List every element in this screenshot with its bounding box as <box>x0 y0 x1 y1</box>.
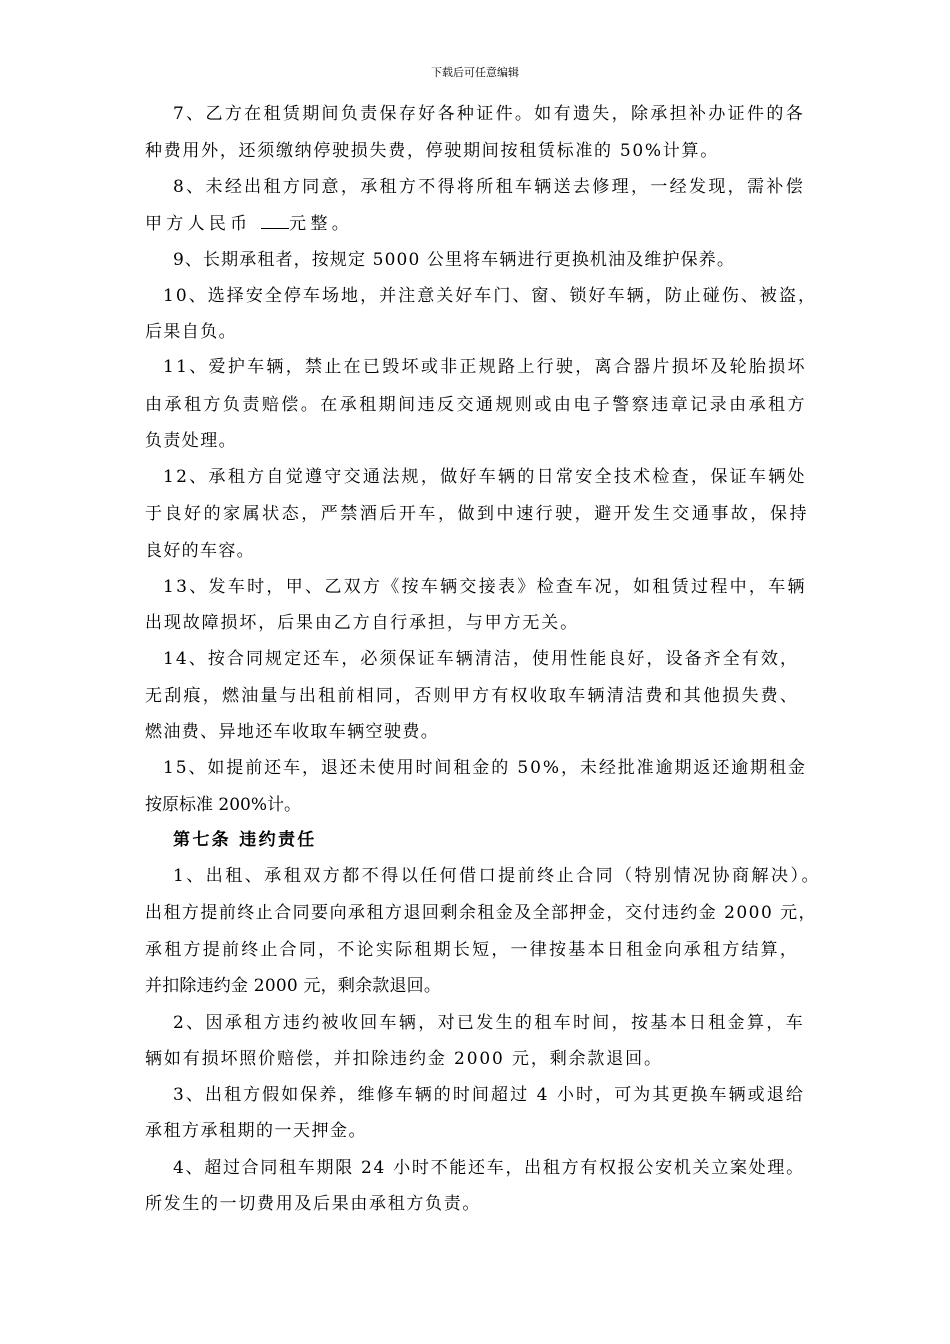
text-line: 出现故障损坏，后果由乙方自行承担，与甲方无关。 <box>145 613 580 633</box>
text-line: 甲方人民币 元整。 <box>145 214 354 234</box>
text-line: 3、出租方假如保养，维修车辆的时间超过 4 小时，可为其更换车辆或退给 <box>173 1085 805 1105</box>
text-line: 15、如提前还车，退还未使用时间租金的 50%，未经批准逾期返还逾期租金 <box>163 758 807 778</box>
text-line: 由承租方负责赔偿。在承租期间违反交通规则或由电子警察违章记录由承租方 <box>145 395 807 415</box>
section-heading: 第七条 违约责任 <box>173 830 317 850</box>
text-line: 种费用外，还须缴纳停驶损失费，停驶期间按租赁标准的 50%计算。 <box>145 141 719 161</box>
fill-in-blank <box>261 213 289 229</box>
text-line: 13、发车时，甲、乙双方《按车辆交接表》检查车况，如租赁过程中，车辆 <box>163 577 807 597</box>
text-line: 燃油费、异地还车收取车辆空驶费。 <box>145 722 440 742</box>
text-line: 7、乙方在租赁期间负责保存好各种证件。如有遗失，除承担补办证件的各 <box>173 104 806 124</box>
text-line: 于良好的家属状态，严禁酒后开车，做到中速行驶，避开发生交通事故，保持 <box>145 504 810 524</box>
text-line: 负责处理。 <box>145 431 237 451</box>
text-line: 12、承租方自觉遵守交通法规，做好车辆的日常安全技术检查，保证车辆处 <box>163 467 807 487</box>
text-line: 并扣除违约金 2000 元，剩余款退回。 <box>145 976 442 996</box>
text-line: 14、按合同规定还车，必须保证车辆清洁，使用性能良好，设备齐全有效， <box>163 649 800 669</box>
text-line: 出租方提前终止合同要向承租方退回剩余租金及全部押金，交付违约金 2000 元， <box>145 903 818 923</box>
text-line: 4、超过合同租车期限 24 小时不能还车，出租方有权报公安机关立案处理。 <box>173 1158 805 1178</box>
text-line: 9、长期承租者，按规定 5000 公里将车辆进行更换机油及维护保养。 <box>173 250 735 270</box>
text-line: 1、出租、承租双方都不得以任何借口提前终止合同（特别情况协商解决）。 <box>173 866 821 886</box>
text-line: 所发生的一切费用及后果由承租方负责。 <box>145 1194 482 1214</box>
text-line: 良好的车容。 <box>145 541 255 561</box>
page-header: 下载后可任意编辑 <box>431 66 519 79</box>
text-line: 辆如有损坏照价赔偿，并扣除违约金 2000 元，剩余款退回。 <box>145 1049 663 1069</box>
text-line: 8、未经出租方同意，承租方不得将所租车辆送去修理，一经发现，需补偿 <box>173 177 806 197</box>
text-line: 承租方承租期的一天押金。 <box>145 1121 367 1141</box>
text-line: 后果自负。 <box>145 322 237 342</box>
text-line: 无刮痕，燃油量与出租前相同，否则甲方有权收取车辆清洁费和其他损失费、 <box>145 686 800 706</box>
text-line: 2、因承租方违约被收回车辆，对已发生的租车时间，按基本日租金算，车 <box>173 1013 806 1033</box>
text-line: 10、选择安全停车场地，并注意关好车门、窗、锁好车辆，防止碰伤、被盗， <box>163 286 818 306</box>
text-line: 承租方提前终止合同，不论实际租期长短，一律按基本日租金向承租方结算， <box>145 940 800 960</box>
text-line: 11、爱护车辆，禁止在已毁坏或非正规路上行驶，离合器片损坏及轮胎损坏 <box>163 357 807 377</box>
text-line: 按原标准 200%计。 <box>145 795 302 815</box>
